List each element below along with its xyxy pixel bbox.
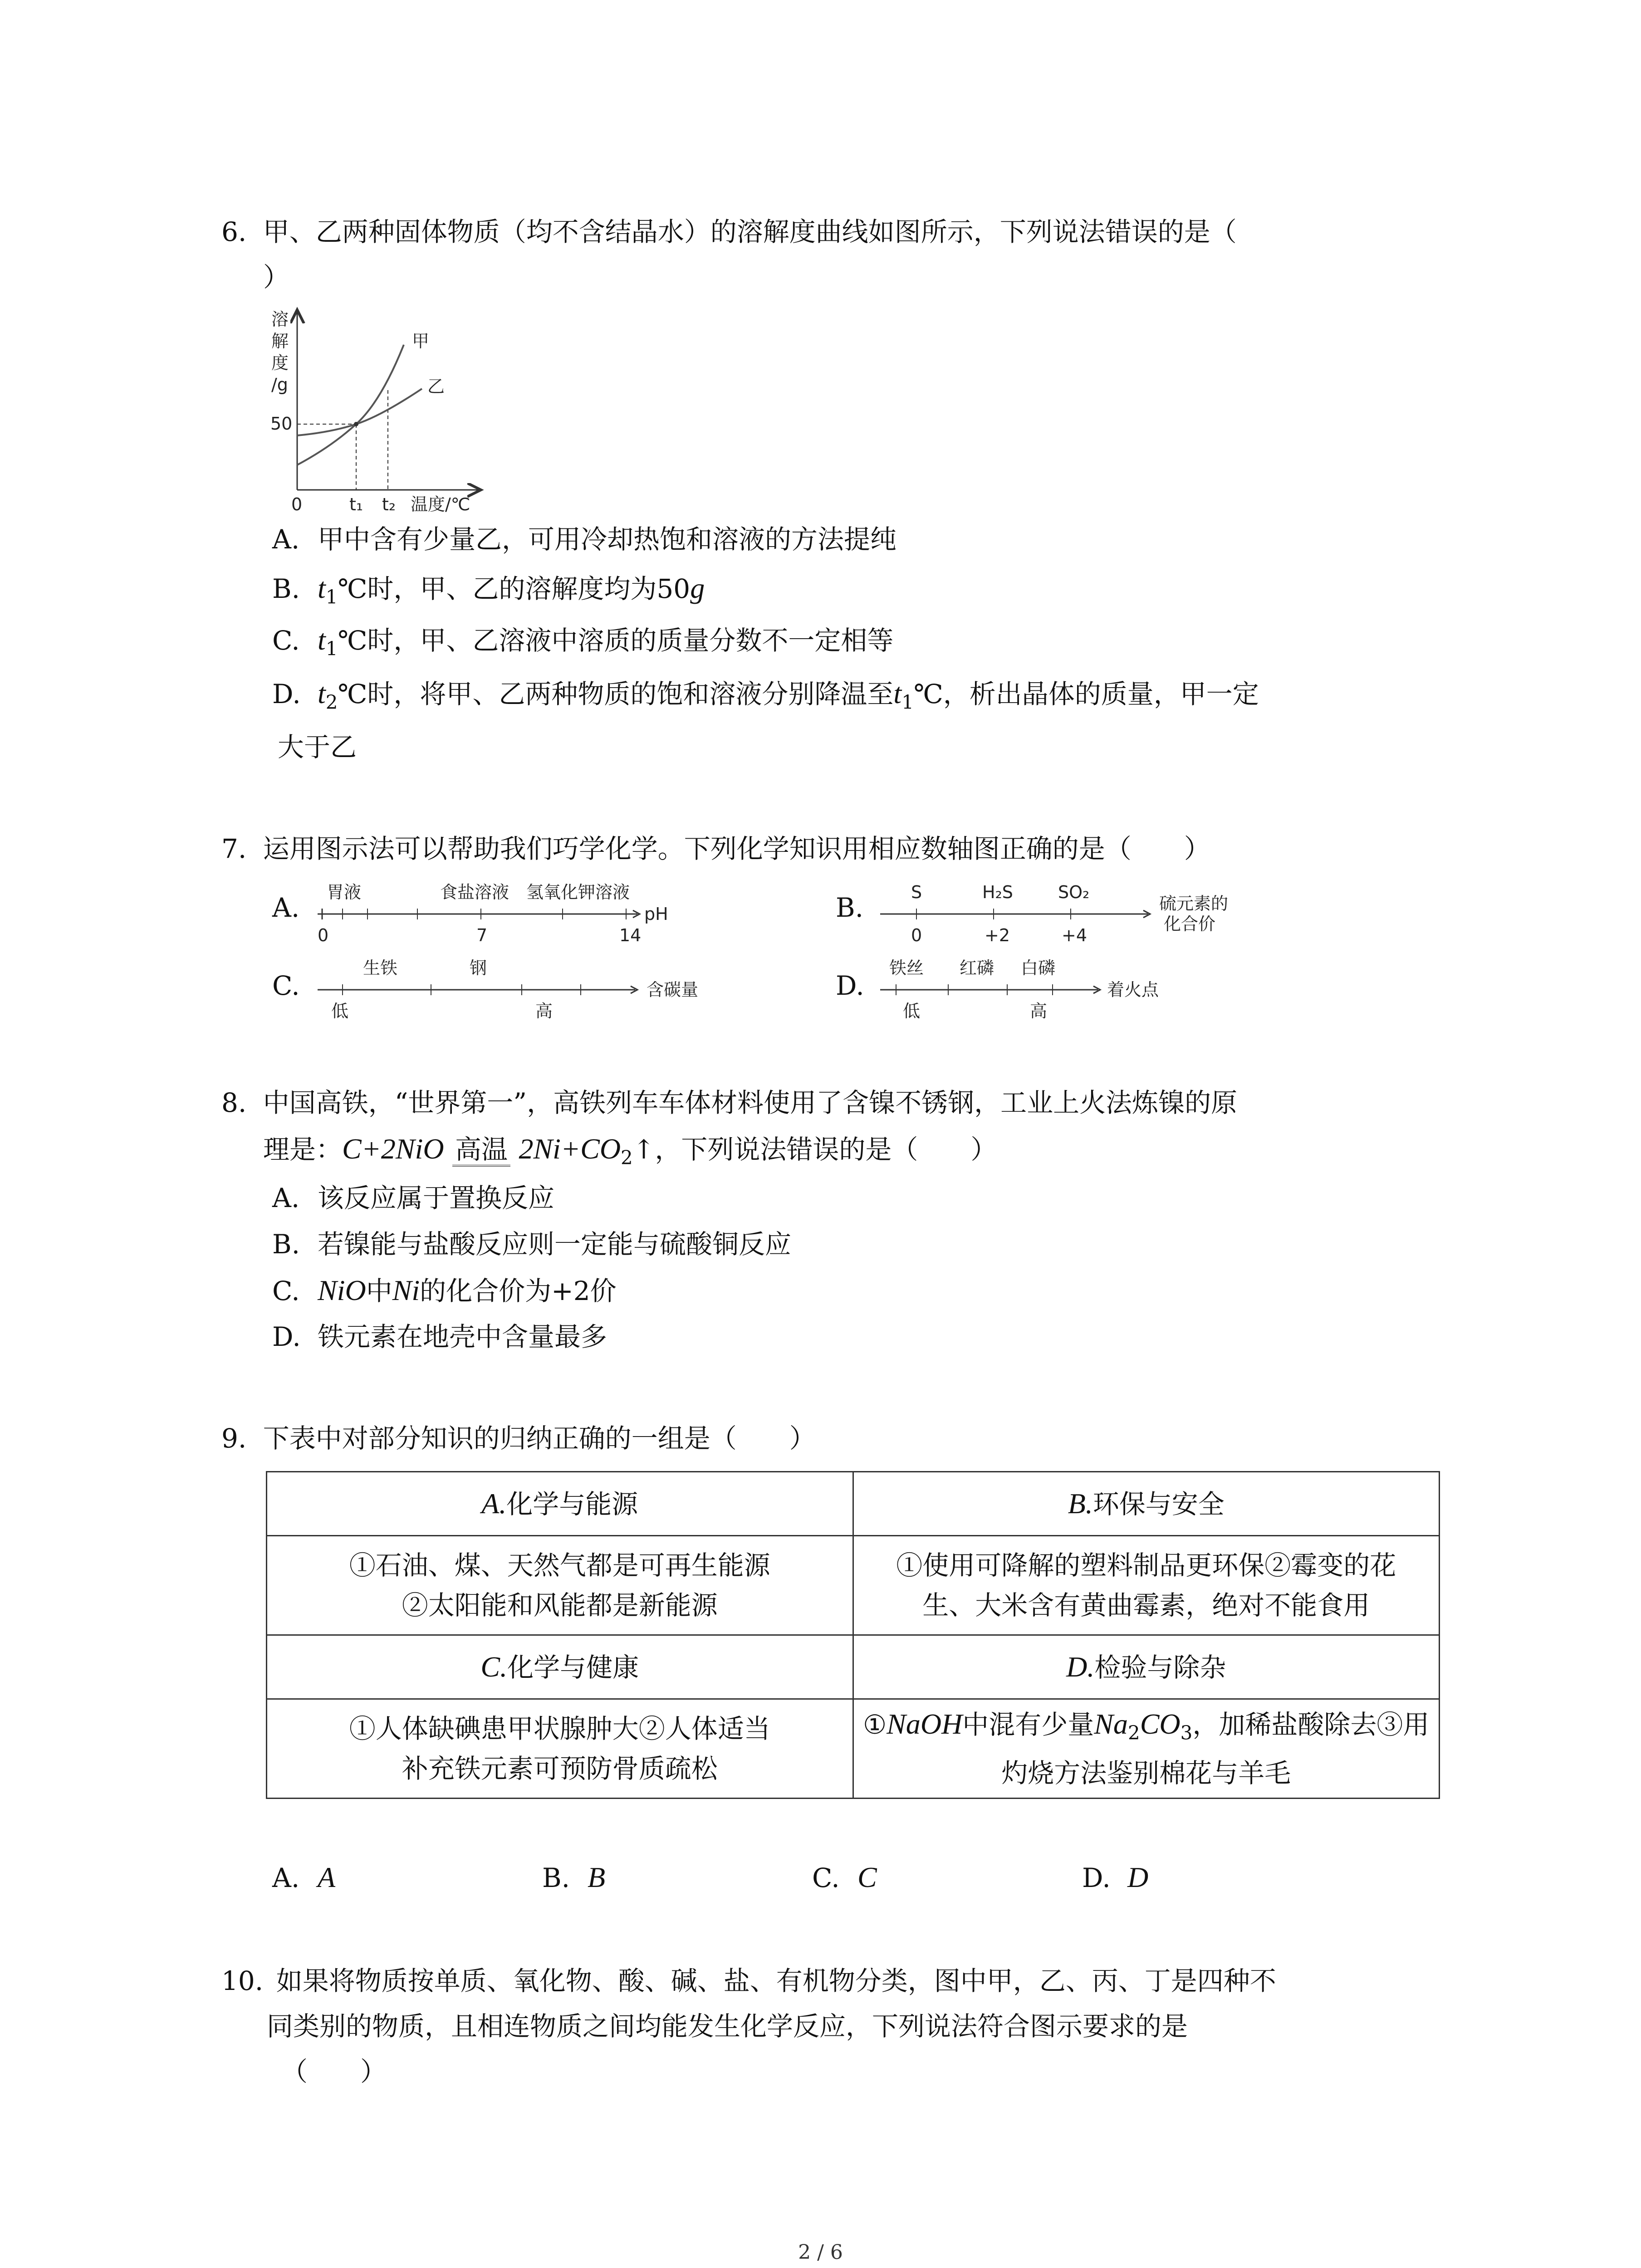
q6-stem-line1 bbox=[221, 210, 1237, 254]
svg-text:低: 低 bbox=[903, 1001, 921, 1021]
q7a-label-koh: 氢氧化钾溶液 bbox=[526, 882, 630, 902]
graph-xtick-t2: t₂ bbox=[382, 494, 396, 514]
svg-text:硫元素的: 硫元素的 bbox=[1159, 894, 1229, 914]
svg-text:高: 高 bbox=[535, 1001, 553, 1021]
knowledge-table bbox=[266, 1471, 1440, 1799]
svg-text:0: 0 bbox=[318, 925, 329, 945]
q7-option-a-letter: A. bbox=[272, 892, 300, 923]
svg-text:钢: 钢 bbox=[470, 958, 487, 978]
intersection-point bbox=[354, 422, 358, 426]
svg-text:H₂S: H₂S bbox=[982, 882, 1013, 902]
q7-option-b-letter: B. bbox=[836, 892, 864, 923]
table-cell-c: ①人体缺碘患甲状腺肿大②人体适当 补充铁元素可预防骨质疏松 bbox=[267, 1699, 853, 1799]
q9-choice-a: A. A bbox=[272, 1861, 336, 1893]
solubility-graph bbox=[268, 302, 495, 515]
svg-text:含碳量: 含碳量 bbox=[647, 980, 699, 1000]
svg-text:化合价: 化合价 bbox=[1164, 914, 1216, 934]
q8-stem-line1: 8. 中国高铁，“世界第一”，高铁列车车体材料使用了含镍不锈钢，工业上火法炼镍的原 bbox=[221, 1087, 1238, 1118]
q6-option-c: C. $t_1℃$时，甲、乙溶液中溶质的质量分数不一定相等 bbox=[272, 624, 894, 660]
graph-ytick-50: 50 bbox=[270, 414, 293, 434]
svg-text:7: 7 bbox=[476, 925, 488, 945]
q9-choice-d: D. D bbox=[1082, 1861, 1149, 1893]
table-head-d: D.检验与除杂 bbox=[853, 1635, 1440, 1699]
q7-option-d-letter: D. bbox=[836, 970, 864, 1001]
q7-number: 7. bbox=[221, 833, 247, 864]
q8-option-b: B. 若镍能与盐酸反应则一定能与硫酸铜反应 bbox=[272, 1229, 792, 1260]
q7-option-c-letter: C. bbox=[272, 970, 300, 1001]
svg-text:pH: pH bbox=[644, 904, 668, 924]
curve-label-yi: 乙 bbox=[427, 376, 445, 396]
svg-text:0: 0 bbox=[911, 925, 922, 945]
svg-text:着火点: 着火点 bbox=[1107, 980, 1159, 1000]
q9-choice-b: B. B bbox=[542, 1861, 606, 1893]
svg-text:低: 低 bbox=[331, 1001, 349, 1021]
graph-ylabel-2: 解 bbox=[271, 331, 289, 351]
graph-xlabel: 温度/℃ bbox=[411, 494, 470, 514]
q10-stem-line2: 同类别的物质，且相连物质之间均能发生化学反应，下列说法符合图示要求的是 bbox=[267, 2011, 1188, 2042]
table-cell-b: ①使用可降解的塑料制品更环保②霉变的花 生、大米含有黄曲霉素，绝对不能食用 bbox=[853, 1536, 1440, 1635]
q8-number: 8. bbox=[221, 1087, 247, 1118]
table-cell-d: ①NaOH中混有少量$Na_2CO_3$，加稀盐酸除去③用 灼烧方法鉴别棉花与羊毛 bbox=[853, 1699, 1440, 1799]
curve-yi bbox=[297, 389, 422, 435]
q6-option-d: D. $t_2℃$时，将甲、乙两种物质的饱和溶液分别降温至$t_1℃$，析出晶体的质量，甲一定 bbox=[272, 677, 1259, 714]
table-cell-a: ①石油、煤、天然气都是可再生能源 ②太阳能和风能都是新能源 bbox=[267, 1536, 853, 1635]
svg-text:白磷: 白磷 bbox=[1021, 958, 1056, 978]
q8-option-a: A. 该反应属于置换反应 bbox=[272, 1183, 555, 1213]
graph-origin: 0 bbox=[291, 494, 303, 514]
svg-text:+2: +2 bbox=[985, 925, 1010, 945]
svg-text:生铁: 生铁 bbox=[363, 958, 398, 978]
svg-text:铁丝: 铁丝 bbox=[889, 958, 924, 978]
q6-option-a: A. 甲中含有少量乙，可用冷却热饱和溶液的方法提纯 bbox=[272, 524, 897, 555]
q7a-label-gastric: 胃液 bbox=[327, 882, 362, 902]
q6-number: 6. bbox=[221, 216, 247, 247]
q7a-label-salt: 食盐溶液 bbox=[440, 882, 509, 902]
reaction-condition: 高温 bbox=[452, 1134, 510, 1167]
graph-ylabel-1: 溶 bbox=[271, 309, 289, 329]
page-number: 2 / 6 bbox=[798, 2241, 843, 2264]
svg-text:高: 高 bbox=[1030, 1001, 1048, 1021]
q8-option-d: D. 铁元素在地壳中含量最多 bbox=[272, 1321, 607, 1352]
svg-text:红磷: 红磷 bbox=[960, 958, 994, 978]
q9-number: 9. bbox=[221, 1423, 247, 1454]
q10-number: 10. bbox=[221, 1965, 264, 1996]
q9-choice-c: C. C bbox=[812, 1861, 877, 1893]
curve-label-jia: 甲 bbox=[412, 331, 430, 351]
q8-option-c: C. NiO中Ni的化合价为+2价 bbox=[272, 1274, 617, 1306]
table-head-a: A.化学与能源 bbox=[267, 1472, 853, 1536]
svg-text:S: S bbox=[911, 882, 922, 902]
graph-ylabel-4: /g bbox=[271, 375, 288, 395]
q7-axis-d bbox=[871, 949, 1234, 1026]
q6-stem-text: 甲、乙两种固体物质（均不含结晶水）的溶解度曲线如图所示，下列说法错误的是（ bbox=[263, 216, 1237, 247]
q7-axis-b bbox=[871, 873, 1279, 950]
graph-ylabel-3: 度 bbox=[271, 353, 289, 373]
svg-text:14: 14 bbox=[619, 925, 642, 945]
svg-text:SO₂: SO₂ bbox=[1058, 882, 1090, 902]
svg-text:+4: +4 bbox=[1062, 925, 1087, 945]
q9-stem: 9. 下表中对部分知识的归纳正确的一组是（ ） bbox=[221, 1423, 816, 1454]
q6-stem-line2: ） bbox=[263, 262, 290, 293]
table-head-b: B.环保与安全 bbox=[853, 1472, 1440, 1536]
q7-stem: 7. 运用图示法可以帮助我们巧学化学。下列化学知识用相应数轴图正确的是（ ） bbox=[221, 833, 1210, 864]
q7-axis-a bbox=[309, 873, 708, 950]
q7-axis-c bbox=[309, 949, 735, 1026]
table-head-c: C.化学与健康 bbox=[267, 1635, 853, 1699]
q8-stem-line2: 理是：C+2NiO 高温 $2Ni+CO_2↑$，下列说法错误的是（ ） bbox=[263, 1133, 997, 1169]
q6-option-d-line2: 大于乙 bbox=[278, 732, 357, 763]
q6-option-b: B. $t_1℃$时，甲、乙的溶解度均为50g bbox=[272, 572, 705, 608]
graph-xtick-t1: t₁ bbox=[349, 494, 363, 514]
q10-stem-line1: 10. 如果将物质按单质、氧化物、酸、碱、盐、有机物分类，图中甲，乙、丙、丁是四种不 bbox=[221, 1965, 1276, 1996]
q10-stem-line3: （ ） bbox=[281, 2056, 387, 2087]
